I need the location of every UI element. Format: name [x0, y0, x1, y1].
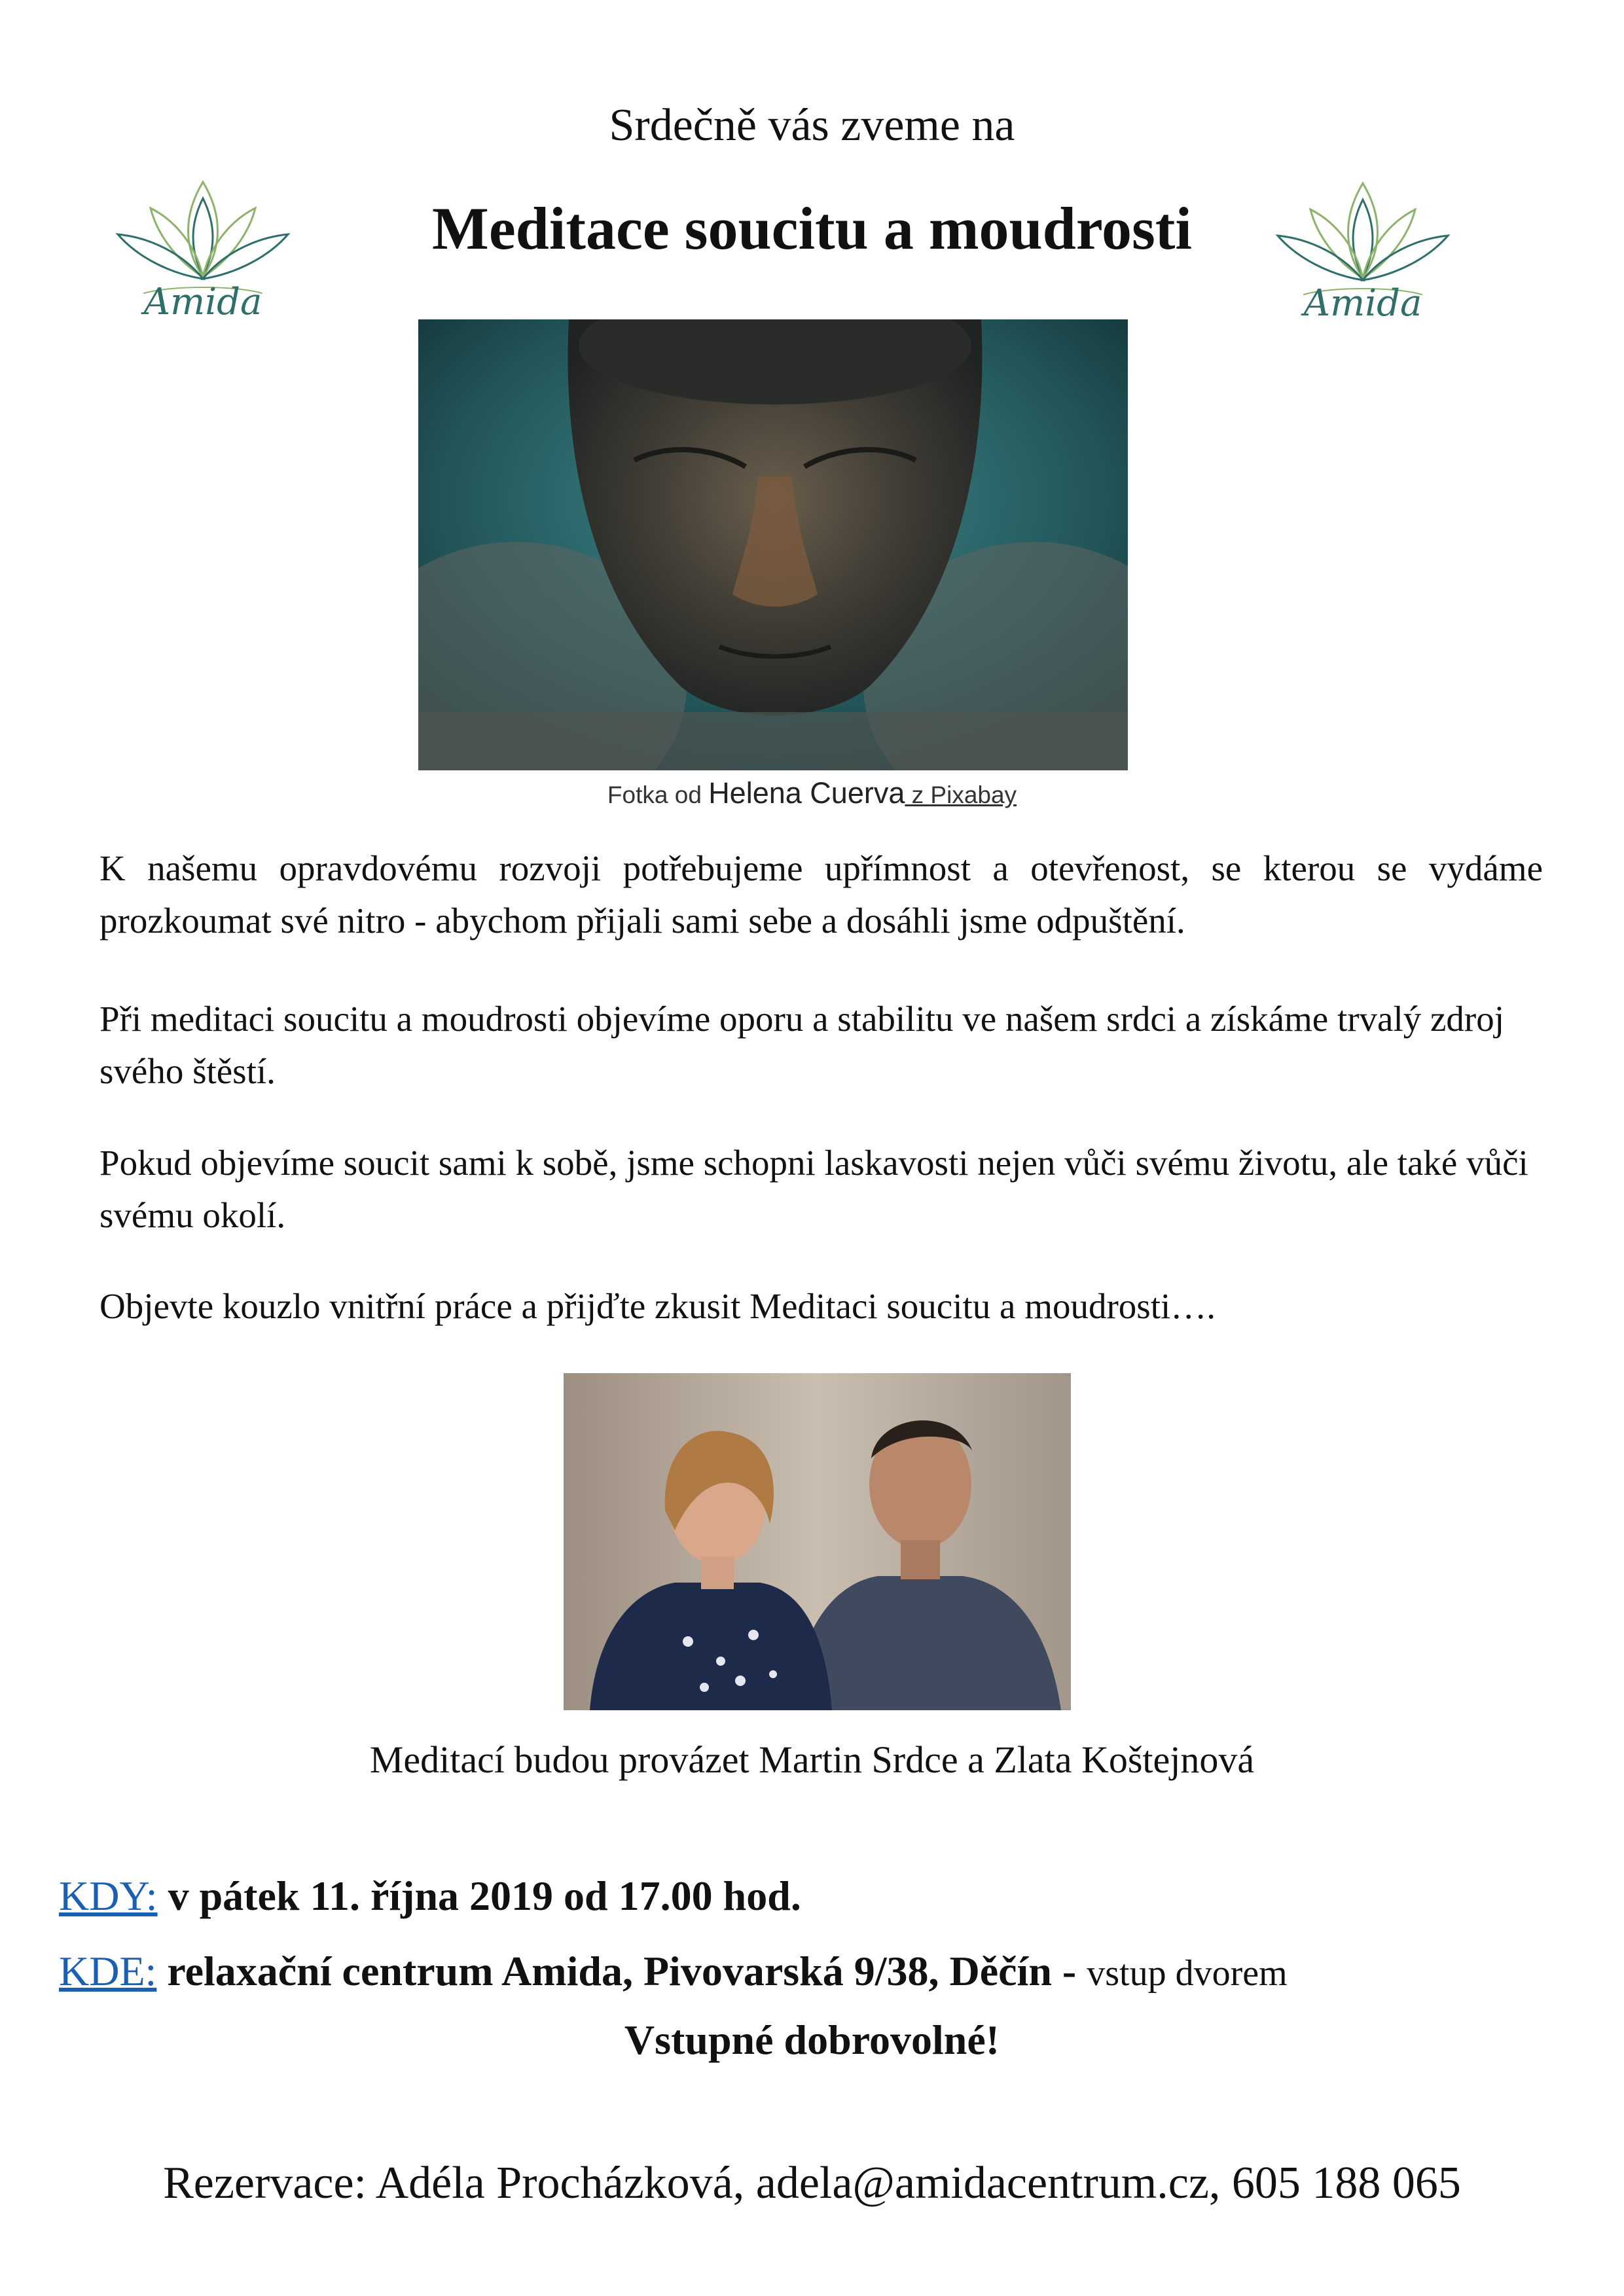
- paragraph-3: Pokud objevíme soucit sami k sobě, jsme schopni laskavosti nejen vůči svému životu, ale také vůči svému okolí.: [99, 1143, 1528, 1235]
- lotus-icon: [105, 162, 301, 326]
- paragraph-4: Objevte kouzlo vnitřní práce a přijďte zkusit Meditaci soucitu a moudrosti….: [99, 1286, 1216, 1326]
- credit-author[interactable]: Helena Cuerva: [708, 776, 905, 810]
- amida-logo-right: [1265, 164, 1461, 327]
- where-value: relaxační centrum Amida, Pivovarská 9/38, Děčín -: [167, 1948, 1077, 1994]
- credit-prefix: Fotka od: [607, 781, 702, 808]
- buddha-image: [418, 319, 1128, 770]
- event-where: [59, 1947, 1288, 1996]
- when-value: v pátek 11. října 2019 od 17.00 hod.: [168, 1873, 801, 1919]
- page-title: Meditace soucitu a moudrosti: [431, 195, 1192, 262]
- reservation-line: Rezervace: Adéla Procházková, adela@amidacentrum.cz, 605 188 065: [163, 2158, 1461, 2208]
- lotus-icon: [1265, 164, 1461, 327]
- credit-site-link[interactable]: Pixabay: [930, 781, 1017, 808]
- guides-photo: [564, 1373, 1071, 1710]
- when-label: KDY:: [59, 1873, 158, 1919]
- where-note: vstup dvorem: [1087, 1953, 1288, 1994]
- photo-credit: [0, 776, 1624, 810]
- paragraph-2: Při meditaci soucitu a moudrosti objevíme oporu a stabilitu ve našem srdci a získáme trvalý zdroj svého štěstí.: [99, 999, 1504, 1091]
- svg-text:Amida: Amida: [143, 281, 262, 323]
- buddha-photo: [418, 319, 1128, 770]
- paragraph-1: K našemu opravdovému rozvoji potřebujeme upřímnost a otevřenost, se kterou se vydáme prozkoumat své nitro - abychom přijali sami sebe a dosáhli jsme odpuštění.: [99, 848, 1543, 941]
- couple-image: [564, 1373, 1071, 1710]
- invitation-line: Srdečně vás zveme na: [609, 100, 1015, 151]
- guides-line: Meditací budou provázet Martin Srdce a Zlata Koštejnová: [369, 1738, 1255, 1781]
- svg-text:Amida: Amida: [1303, 282, 1422, 325]
- credit-middle: z: [905, 781, 931, 808]
- amida-logo-left: [105, 162, 301, 326]
- event-when: [59, 1872, 801, 1920]
- entry-fee: Vstupné dobrovolné!: [624, 2017, 1000, 2063]
- where-label: KDE:: [59, 1948, 157, 1994]
